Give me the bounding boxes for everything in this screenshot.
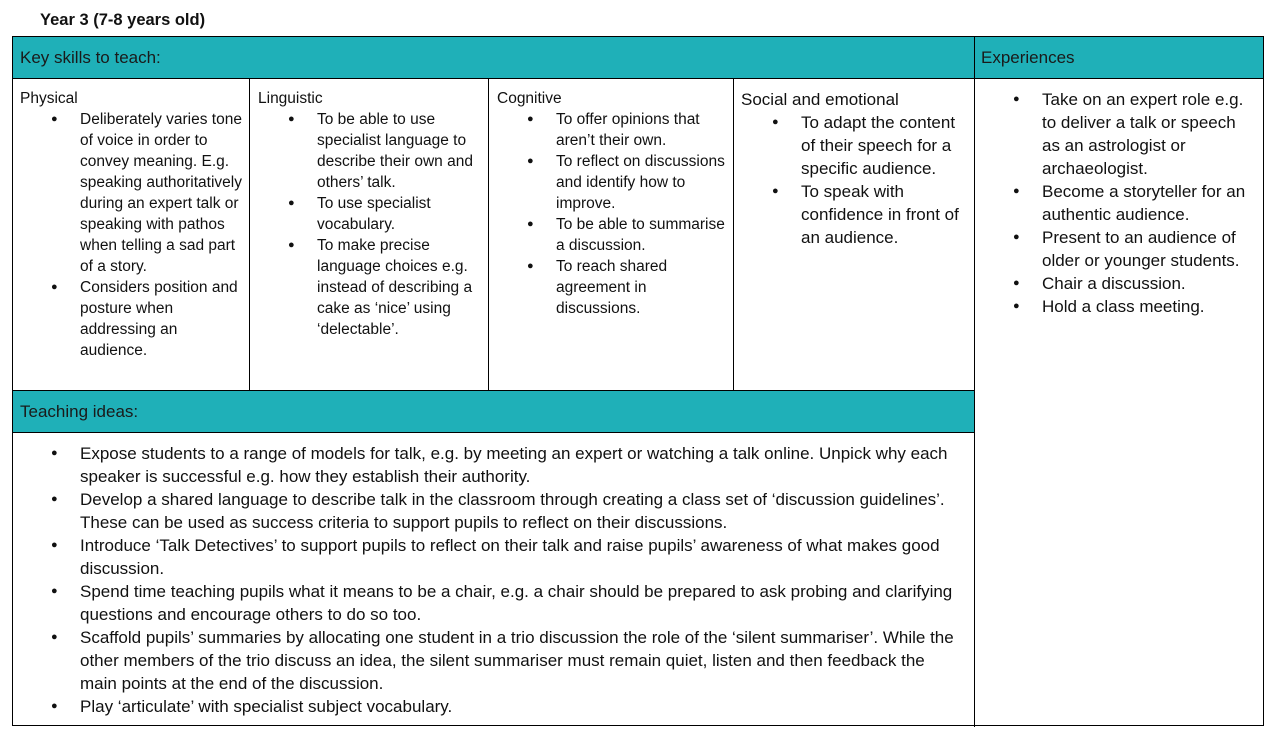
- divider-cognitive-social: [733, 79, 734, 390]
- list-item: ● Expose students to a range of models for talk, e.g. by meeting an expert or watching a talk online. Unpick why each speaker is successful e.g. how they establish their authority.: [80, 442, 965, 488]
- list-item: ● Present to an audience of older or younger students.: [1042, 226, 1258, 272]
- experiences-header: Experiences: [974, 37, 1263, 79]
- cognitive-cell: [497, 88, 731, 319]
- list-item: ● Become a storyteller for an authentic audience.: [1042, 180, 1258, 226]
- list-item: ● Play ‘articulate’ with specialist subject vocabulary.: [80, 695, 965, 718]
- list-item: ● Deliberately varies tone of voice in order to convey meaning. E.g. speaking authoritatively during an expert talk or speaking with pathos when telling a sad part of a story.: [80, 109, 245, 277]
- social-emotional-title: Social and emotional: [741, 90, 899, 109]
- list-item: ● Develop a shared language to describe talk in the classroom through creating a class set of ‘discussion guidelines’. These can be used as success criteria to support pupils to reflect on their discussions.: [80, 488, 965, 534]
- list-item: ● To make precise language choices e.g. instead of describing a cake as ‘nice’ using ‘delectable’.: [317, 235, 484, 340]
- physical-list: [20, 109, 245, 361]
- list-item: ● To be able to summarise a discussion.: [556, 214, 731, 256]
- list-item: ● Take on an expert role e.g. to deliver a talk or speech as an astrologist or archaeologist.: [1042, 88, 1258, 180]
- list-item: ● Spend time teaching pupils what it means to be a chair, e.g. a chair should be prepared to ask probing and clarifying questions and encourage others to do so too.: [80, 580, 965, 626]
- experiences-cell: [983, 88, 1258, 318]
- list-item: ● To use specialist vocabulary.: [317, 193, 484, 235]
- list-item: ● Scaffold pupils’ summaries by allocating one student in a trio discussion the role of the ‘silent summariser’. While the other members of the trio discuss an idea, the silent summariser must remain quiet, listen and then feedback the main points at the end of the discussion.: [80, 626, 965, 695]
- linguistic-list: [258, 109, 484, 340]
- key-skills-header: Key skills to teach:: [13, 37, 974, 79]
- social-emotional-cell: [741, 88, 971, 249]
- social-emotional-list: [741, 111, 971, 249]
- list-item: ● To be able to use specialist language to describe their own and others’ talk.: [317, 109, 484, 193]
- list-item: ● Introduce ‘Talk Detectives’ to support pupils to reflect on their talk and raise pupils’ awareness of what makes good discussion.: [80, 534, 965, 580]
- cognitive-title: Cognitive: [497, 90, 562, 107]
- cognitive-list: [497, 109, 731, 319]
- list-item: ● To reflect on discussions and identify how to improve.: [556, 151, 731, 214]
- page-title: Year 3 (7-8 years old): [40, 11, 206, 29]
- teaching-ideas-cell: [20, 442, 965, 718]
- list-item: ● To adapt the content of their speech for a specific audience.: [801, 111, 971, 180]
- divider-physical-linguistic: [249, 79, 250, 390]
- list-item: ● Chair a discussion.: [1042, 272, 1258, 295]
- list-item: ● To speak with confidence in front of an audience.: [801, 180, 971, 249]
- list-item: ● To reach shared agreement in discussions.: [556, 256, 731, 319]
- list-item: ● Considers position and posture when addressing an audience.: [80, 277, 245, 361]
- teaching-ideas-header: Teaching ideas:: [13, 390, 974, 433]
- list-item: ● To offer opinions that aren’t their own.: [556, 109, 731, 151]
- physical-title: Physical: [20, 90, 78, 107]
- divider-linguistic-cognitive: [488, 79, 489, 390]
- experiences-list: [983, 88, 1258, 318]
- teaching-ideas-list: [20, 442, 965, 718]
- linguistic-cell: [258, 88, 484, 340]
- linguistic-title: Linguistic: [258, 90, 323, 107]
- curriculum-table: [12, 36, 1264, 726]
- list-item: ● Hold a class meeting.: [1042, 295, 1258, 318]
- physical-cell: [20, 88, 245, 361]
- divider-experiences: [974, 37, 975, 727]
